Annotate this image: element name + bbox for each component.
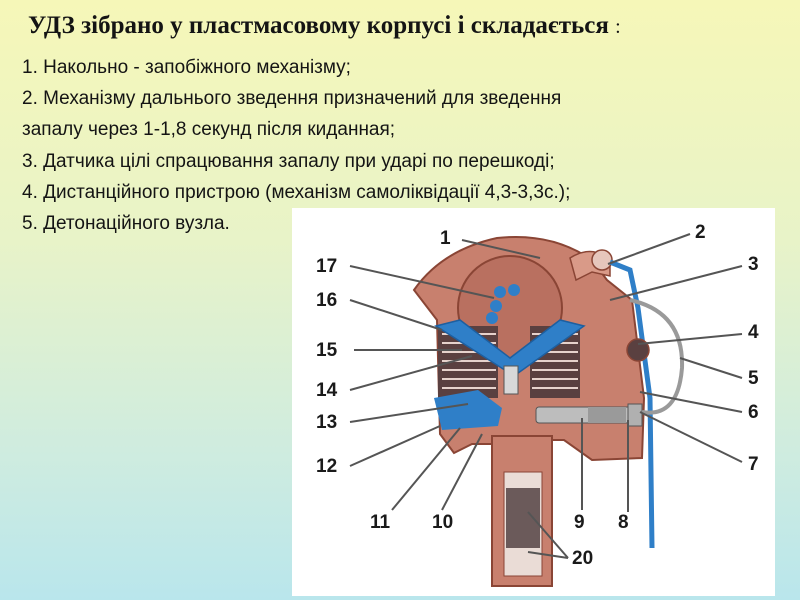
striker-stem (504, 366, 518, 394)
list-item: 5. Детонаційного вузла. (22, 213, 230, 235)
lever-pin (592, 250, 612, 270)
label-15: 15 (316, 340, 338, 361)
fuze-diagram (292, 208, 775, 596)
list-item: 4. Дистанційного пристрою (механізм самоліквідації 4,3-3,3с.); (22, 181, 571, 203)
label-20: 20 (572, 548, 594, 569)
fuze-cross-section (292, 208, 775, 596)
label-14: 14 (316, 380, 338, 401)
label-16: 16 (316, 290, 338, 311)
label-12: 12 (316, 456, 338, 477)
rotor-ball (494, 286, 506, 298)
pin-cap (628, 404, 642, 426)
slide-title-text: УДЗ зібрано у пластмасовому корпусі і складається (28, 12, 609, 39)
rotor-ball (486, 312, 498, 324)
label-5: 5 (748, 368, 759, 389)
label-10: 10 (432, 512, 454, 533)
label-3: 3 (748, 254, 759, 275)
label-13: 13 (316, 412, 338, 433)
label-11: 11 (370, 512, 391, 533)
pin-screw (588, 407, 626, 423)
label-9: 9 (574, 512, 585, 533)
slide-title-colon: : (615, 16, 621, 38)
label-7: 7 (748, 454, 759, 475)
label-6: 6 (748, 402, 759, 423)
rotor-ball (508, 284, 520, 296)
list-item: 2. Механізму дальнього зведення призначений для зведення (22, 88, 562, 110)
detonator-charge (506, 488, 540, 548)
label-2: 2 (695, 222, 706, 243)
label-1: 1 (440, 228, 451, 249)
label-4: 4 (748, 322, 759, 343)
rotor-ball (490, 300, 502, 312)
label-8: 8 (618, 512, 629, 533)
label-17: 17 (316, 256, 338, 277)
list-item: запалу через 1-1,8 секунд після киданная; (22, 119, 396, 141)
list-item: 3. Датчика цілі спрацювання запалу при ударі по перешкоді; (22, 150, 555, 172)
slide-title (28, 12, 621, 40)
list-item: 1. Накольно - запобіжного механізму; (22, 57, 351, 78)
